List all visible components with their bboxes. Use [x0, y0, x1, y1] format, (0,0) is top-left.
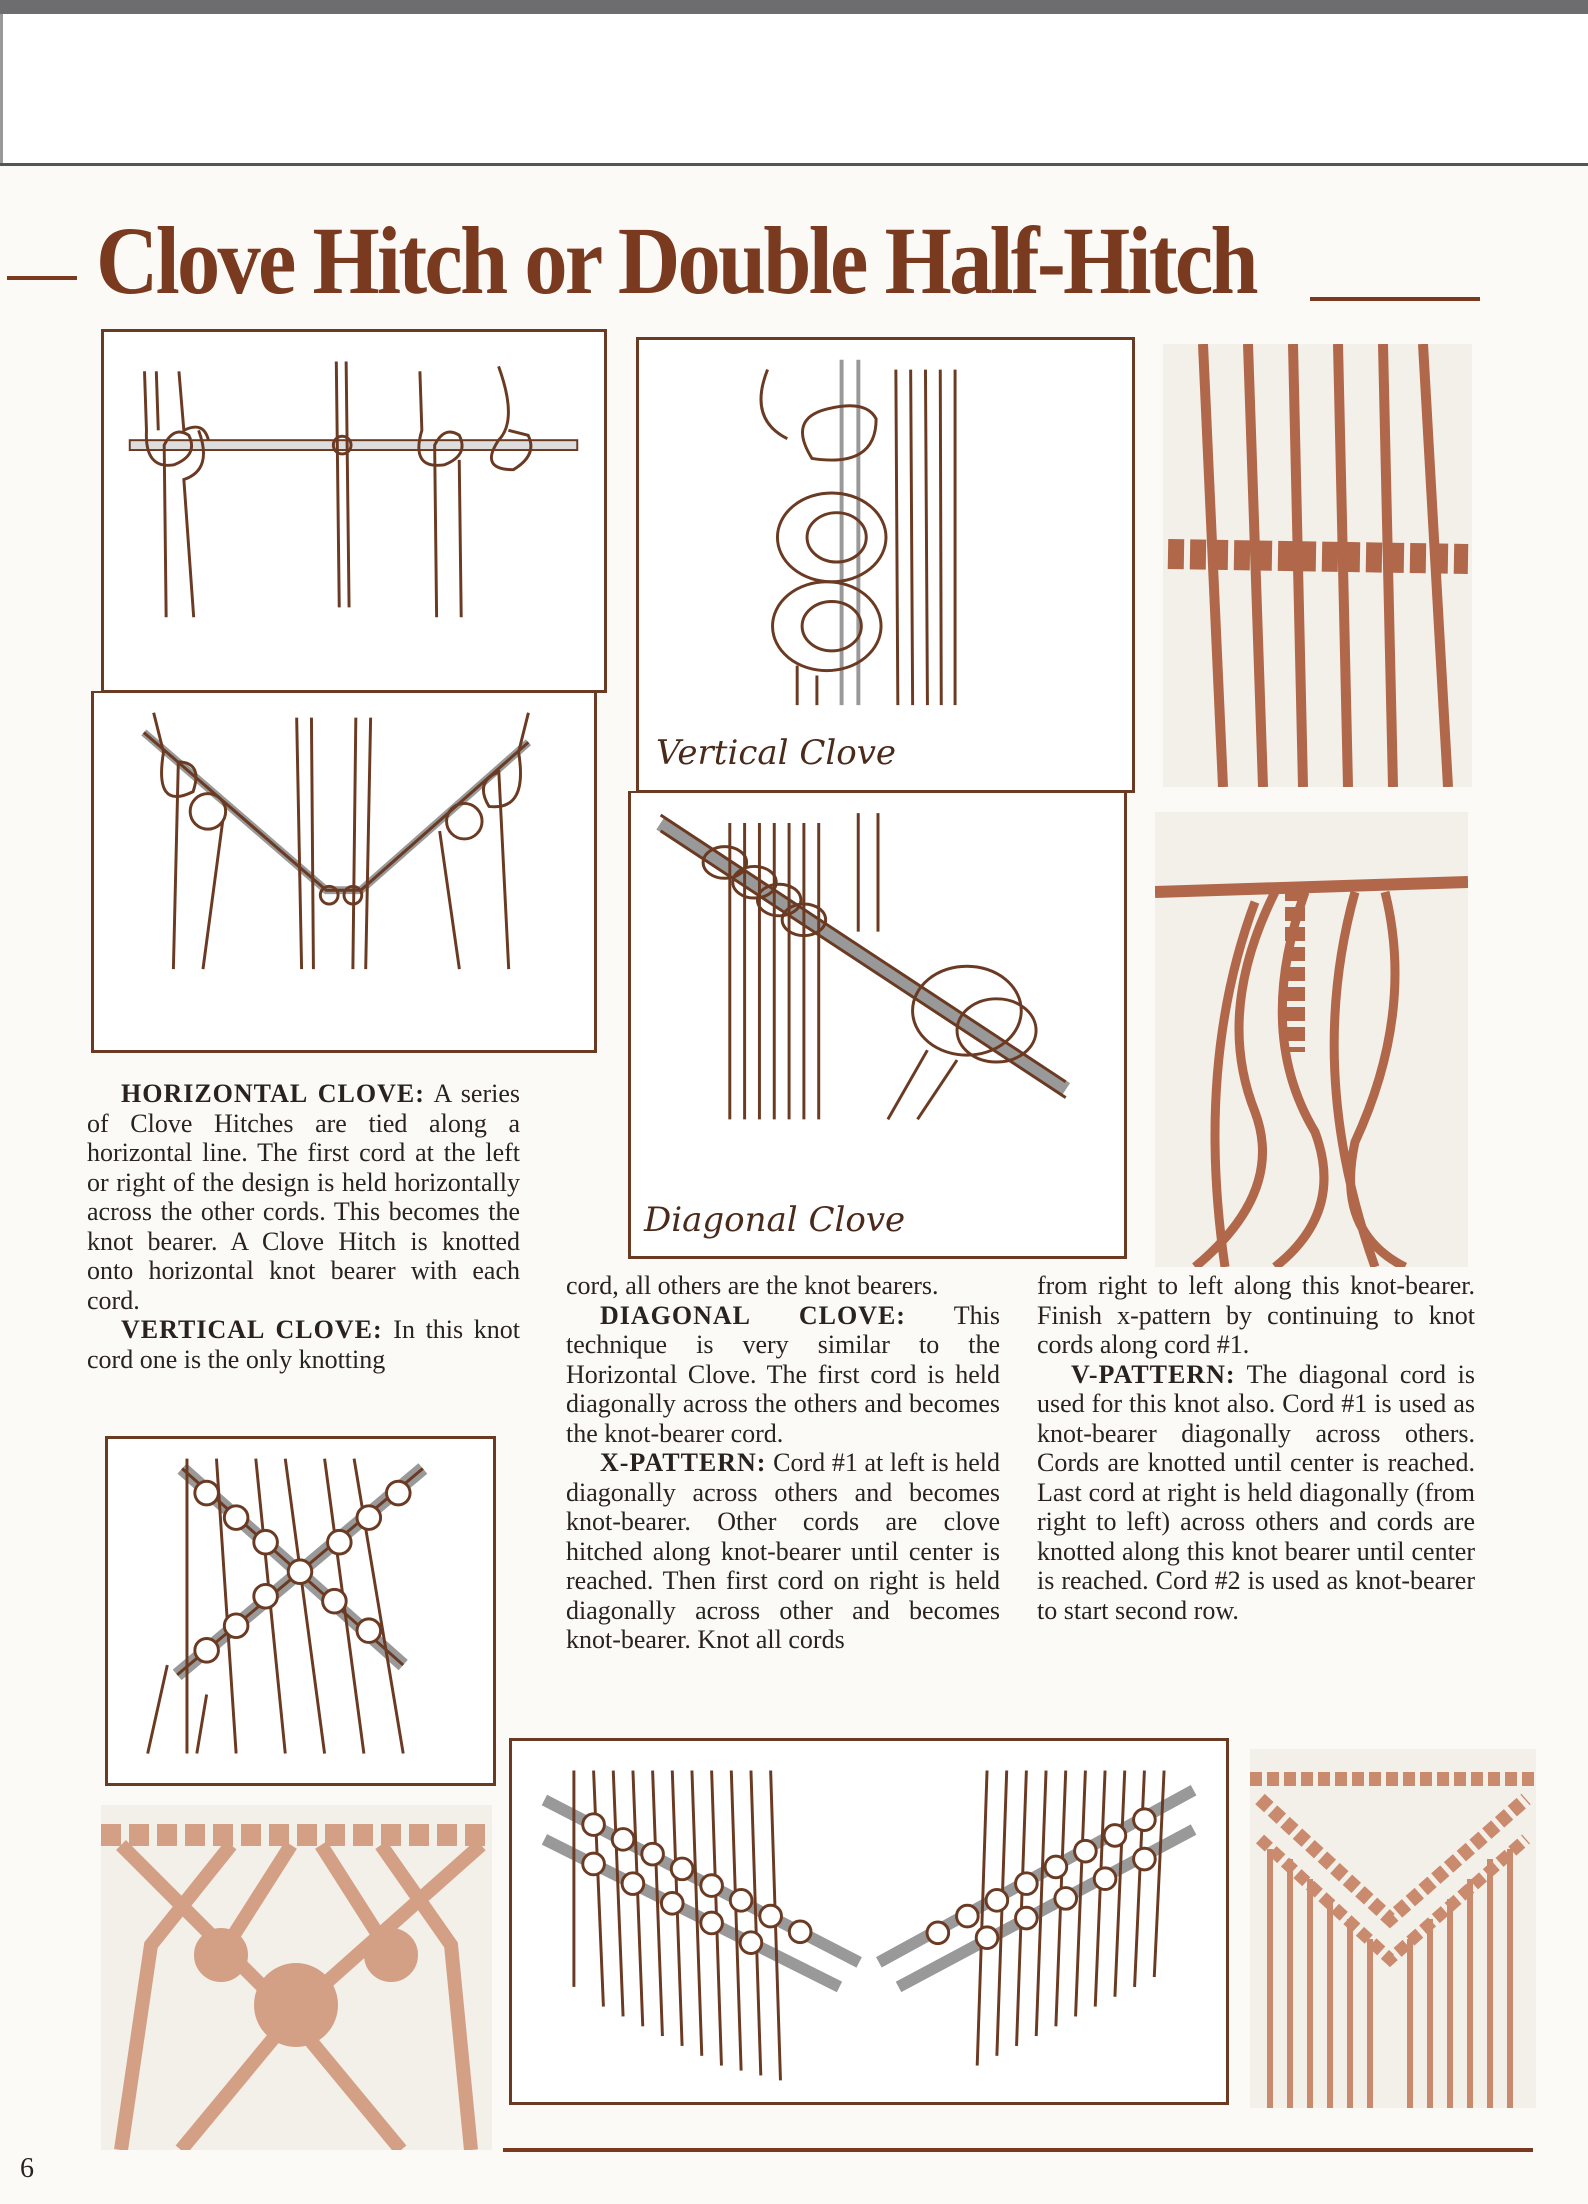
heading-horizontal-clove: HORIZONTAL CLOVE:	[121, 1079, 425, 1108]
diagonal-clove-illustration	[628, 791, 1127, 1259]
bottom-rule	[503, 2148, 1533, 2152]
heading-v-pattern: V-PATTERN:	[1071, 1359, 1236, 1389]
heading-x-pattern: X-PATTERN:	[600, 1448, 767, 1477]
body-text: The diagonal cord is used for this knot also. Cord #1 is used as knot-bearer diagonally across others. Cords are knotted until center is reached. Last cord at right is held diagonally (from right to left) across others and cords are knotted along this knot bearer until center is reached. Cord #2 is used as knot-bearer to start second row.	[1037, 1359, 1475, 1625]
body-text: In this knot cord one is the only knotting	[87, 1315, 520, 1374]
paragraph-v-pattern	[1037, 1360, 1475, 1626]
horizontal-clove-photo	[1163, 344, 1472, 787]
horizontal-clove-illustration	[101, 329, 607, 693]
diagonal-clove-caption: Diagonal Clove	[644, 1200, 906, 1240]
page-edge-line	[0, 163, 1588, 166]
body-text: from right to left along this knot-bearer. Finish x-pattern by continuing to knot cords along cord #1.	[1037, 1271, 1475, 1359]
paragraph-x-pattern	[566, 1448, 1000, 1655]
heading-vertical-clove: VERTICAL CLOVE:	[121, 1315, 383, 1344]
paragraph-continued	[1037, 1271, 1475, 1360]
v-pattern-photo	[1250, 1749, 1536, 2108]
paragraph-continued	[566, 1271, 1000, 1301]
heading-diagonal-clove: DIAGONAL CLOVE:	[600, 1300, 906, 1330]
x-pattern-illustration	[105, 1436, 496, 1786]
title-rule-left	[7, 276, 77, 280]
paragraph-horizontal-clove	[87, 1079, 520, 1315]
page-title: Clove Hitch or Double Half-Hitch	[96, 207, 1256, 314]
vertical-clove-caption: Vertical Clove	[656, 733, 897, 773]
body-text: cord, all others are the knot bearers.	[566, 1271, 939, 1300]
text-column-3	[1037, 1271, 1475, 1625]
previous-page-margin	[0, 14, 1588, 164]
text-column-1	[87, 1079, 520, 1374]
title-rule-right	[1310, 297, 1480, 301]
x-pattern-photo	[101, 1805, 492, 2150]
body-text: This technique is very similar to the Horizontal Clove. The first cord is held diagonally across the others and becomes the knot-bearer cord.	[566, 1300, 1000, 1448]
body-text: A series of Clove Hitches are tied along a horizontal line. The first cord at the left or right of the design is held horizontally across the other cords. This becomes the knot bearer. A Clove Hitch is knotted onto horizontal knot bearer with each cord.	[87, 1079, 521, 1315]
body-text: Cord #1 at left is held diagonally across others and becomes knot-bearer. Other cords are clove hitched along knot-bearer until center is reached. Then first cord on right is held diagonally across other and becomes knot-bearer. Knot all cords	[566, 1448, 1000, 1654]
text-column-2	[566, 1271, 1000, 1655]
horizontal-clove-diagonal-illustration	[91, 691, 597, 1053]
scan-top-edge	[0, 0, 1588, 14]
page-number: 6	[20, 2153, 34, 2184]
v-pattern-illustration	[509, 1738, 1229, 2105]
vertical-clove-illustration	[636, 337, 1135, 793]
vertical-clove-photo	[1155, 812, 1468, 1267]
paragraph-diagonal-clove	[566, 1301, 1000, 1449]
paragraph-vertical-clove	[87, 1315, 520, 1374]
